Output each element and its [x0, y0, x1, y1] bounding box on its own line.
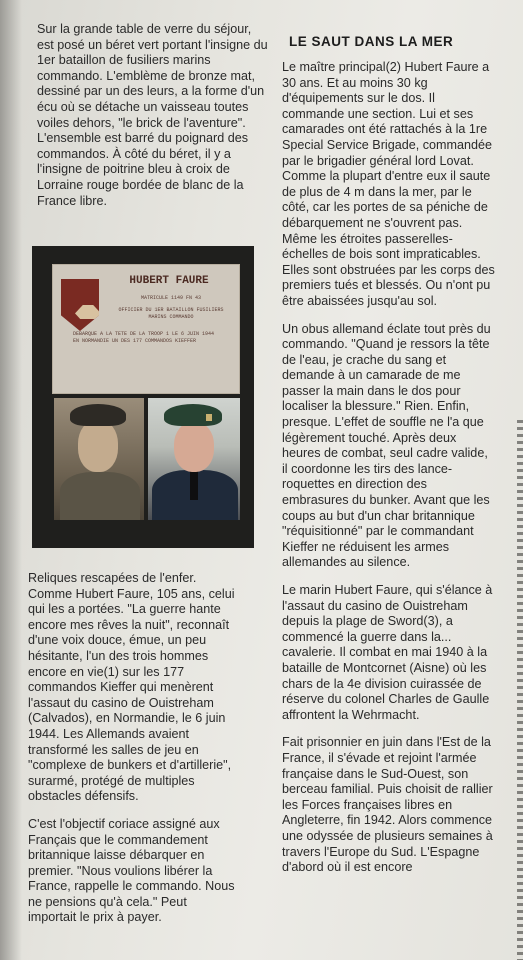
paragraph: Le maître principal(2) Hubert Faure a 30 ans. Et au moins 30 kg d'équipements sur le dos. Il commande une section. Lui et ses camarades ont été rattachés à la 1re Special Service Brigade, commandée par le brigadier général lord Lovat. Comme la plupart d'entre eux il saute de plus de 4 m dans la mer, par le côté, car les portes de sa péniche de débarquement ne s'ouvrent pas. Même les étroites passerelles-échelles de bois sont impraticables. Elles sont obstruées par les corps des premiers tués et blessés. Ou n'ont pu être abaissées jusqu'au sol. [282, 60, 495, 308]
page-edge-dots [517, 420, 523, 960]
paragraph: Sur la grande table de verre du séjour, est posé un béret vert portant l'insigne du 1er bataillon de fusiliers marins commando. L'emblème de bronze mat, dessiné par un des leurs, a la forme d'un écu où se détache un vaisseau toutes voiles dehors, "le brick de l'aventure". L'ensemble est barré du poignard des commandos. À côté du béret, il y a l'insigne de poitrine bleu à croix de Lorraine rouge bordée de blanc de la France libre. [37, 22, 268, 208]
paragraph: Reliques rescapées de l'enfer. Comme Hubert Faure, 105 ans, celui qui les a portées. "La guerre hante encore mes rêves la nuit", reconnaît d'une voix douce, émue, un peu hésitante, l'un des trois hommes encore en vie(1) sur les 177 commandos Kieffer qui menèrent l'assaut du casino de Ouistreham (Calvados), en Normandie, le 6 juin 1944. Les Allemands avaient transformé les salles de jeu en "complexe de bunkers et d'artillerie", surarmé, protégé de multiples obstacles défensifs. [28, 571, 235, 804]
memorial-plaque [52, 264, 240, 394]
section-title: LE SAUT DANS LA MER [289, 34, 454, 49]
plaque-debarque: DEBARQUE A LA TETE DE LA TROOP 1 LE 6 JUIN 1944 EN NORMANDIE UN DES 177 COMMANDOS KIEFFER [73, 331, 215, 344]
plaque-name: HUBERT FAURE [129, 275, 209, 287]
portrait-young [54, 398, 144, 520]
plaque-matricule: MATRICULE 1149 FN 43 [140, 295, 201, 301]
commando-emblem-icon [61, 279, 99, 331]
right-column [282, 60, 496, 888]
paragraph: C'est l'objectif coriace assigné aux Français que le commandement britannique laisse débarquer en premier. "Nous voulions libérer la France, rappelle le commando. Nous ne pensions qu'à cela." Peut importait le prix à payer. [28, 816, 235, 925]
paragraph: Fait prisonnier en juin dans l'Est de la France, il s'évade et rejoint l'armée française dans le Sud-Ouest, son berceau familial. Puis choisit de rallier les Forces françaises libres en Angleterre, fin 1942. Alors commence une odyssée de plusieurs semaines à travers l'Europe du Sud. L'Espagne d'abord où il est encore [282, 735, 493, 875]
portrait-old [148, 398, 240, 520]
paragraph: Un obus allemand éclate tout près du commando. "Quand je ressors la tête de l'eau, je crache du sang et demande à un camarade de me passer la main dans le dos pour localiser la blessure." Rien. Enfin, presque. L'effet de souffle ne l'a que légèrement touché. Après deux heures de combat, seul cadre valide, il coordonne les tirs des lance-roquettes en direction des embrasures du bunker. Avant que les coups au but d'un char britannique "réquisitionné" par le commandant Kieffer ne réduisent les armes allemandes au silence. [282, 321, 491, 570]
page-gutter-shadow [0, 0, 22, 960]
photo-relics [32, 246, 254, 548]
plaque-officer: OFFICIER DU 1ER BATAILLON FUSILIERS MARINS COMMANDO [118, 307, 224, 320]
paragraph: Le marin Hubert Faure, qui s'élance à l'assaut du casino de Ouistreham depuis la plage de Sword(3), a commencé la guerre dans la... cavalerie. Il combat en mai 1940 à la bataille de Montcornet (Aisne) où les chars de la 4e division cuirassée de réserve du colonel Charles de Gaulle affrontent la Wehrmacht. [282, 583, 493, 722]
left-column-top [37, 22, 269, 221]
left-column-bottom [28, 571, 238, 938]
